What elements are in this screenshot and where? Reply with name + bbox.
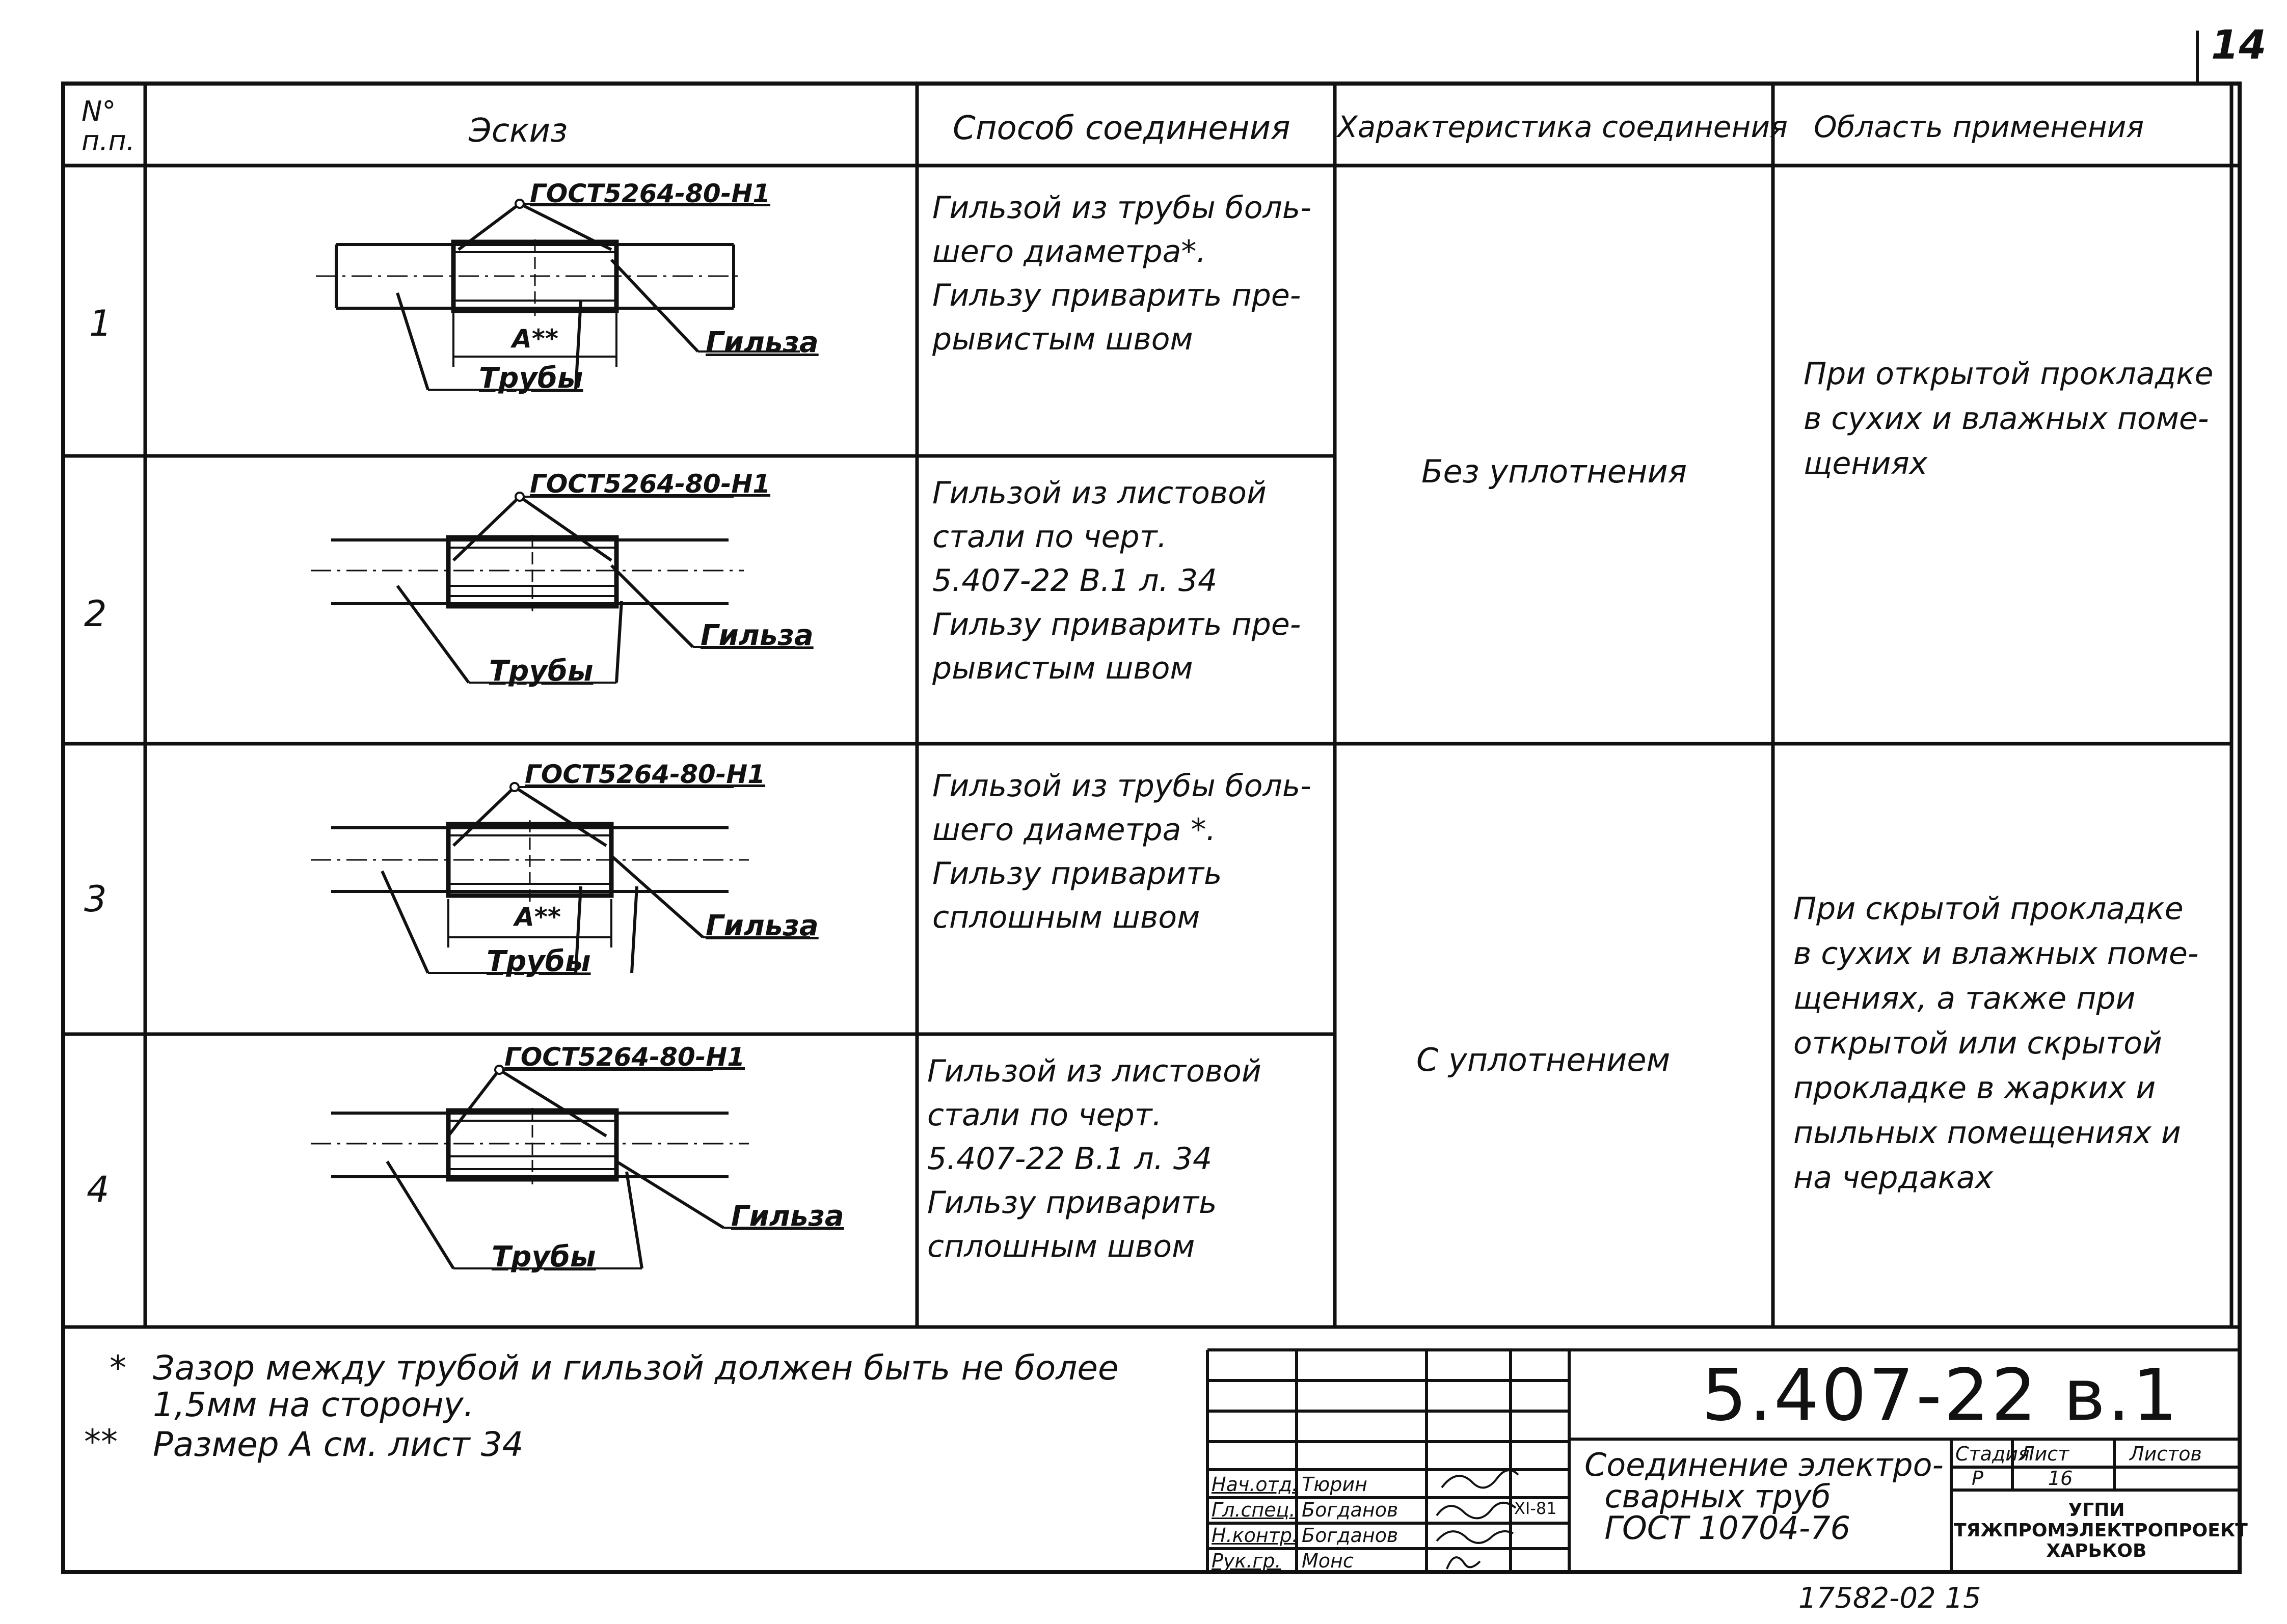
sleeve-label-4: Гильза (731, 1200, 844, 1233)
staff-name-1: Тюрин (1302, 1473, 1367, 1496)
footer-stamp: 17582-02 15 (1798, 1582, 1981, 1615)
header-method: Способ соединения (953, 110, 1290, 147)
method-text-2: Гильзой из листовой стали по черт. 5.407-22 В.1 л. 34 Гильзу приварить пре- рывистым швом (932, 475, 1301, 686)
application-group-1: При открытой прокладке в сухих и влажных поме- щениях (1804, 356, 2214, 481)
header-num: N° п.п. (82, 95, 135, 157)
row-number-2: 2 (84, 593, 107, 635)
note-2-text: Размер А см. лист 34 (153, 1425, 524, 1464)
header-characteristic: Характеристика соединения (1337, 110, 1788, 144)
header-application: Область применения (1814, 110, 2144, 144)
characteristic-group-1: Без уплотнения (1421, 453, 1687, 490)
gost-label-1: ГОСТ5264-80-Н1 (530, 179, 771, 208)
stage-label: Стадия (1955, 1443, 2030, 1465)
pipes-label-3: Трубы (487, 945, 591, 978)
pipes-label-4: Трубы (492, 1240, 596, 1274)
stage-value: Р (1972, 1467, 1983, 1490)
row-number-3: 3 (84, 878, 107, 920)
note-1-mark: * (110, 1348, 126, 1388)
row-number-4: 4 (87, 1169, 110, 1210)
pipes-label-1: Трубы (479, 362, 583, 395)
sheet-label: Лист (2020, 1443, 2069, 1465)
staff-role-1: Нач.отд. (1212, 1473, 1299, 1496)
document-title: Соединение электро- сварных труб ГОСТ 10704-76 (1584, 1446, 1944, 1547)
row-number-1: 1 (89, 303, 112, 344)
sleeve-label-1: Гильза (706, 326, 819, 359)
staff-name-3: Богданов (1302, 1524, 1398, 1547)
approval-date: XI-81 (1514, 1499, 1557, 1518)
sleeve-label-2: Гильза (701, 619, 814, 652)
method-text-4: Гильзой из листовой стали по черт. 5.407-22 В.1 л. 34 Гильзу приварить сплошным швом (927, 1053, 1261, 1264)
staff-name-4: Монс (1302, 1550, 1354, 1572)
gost-label-2: ГОСТ5264-80-Н1 (530, 469, 771, 499)
gost-label-4: ГОСТ5264-80-Н1 (504, 1042, 745, 1072)
note-2-mark: ** (84, 1422, 118, 1461)
method-text-1: Гильзой из трубы боль- шего диаметра*. Гильзу приварить пре- рывистым швом (932, 190, 1311, 357)
sheets-label: Листов (2130, 1443, 2202, 1465)
organization: УГПИ ТЯЖПРОМЭЛЕКТРОПРОЕКТ ХАРЬКОВ (1954, 1500, 2248, 1561)
page-number: 14 (2211, 22, 2267, 68)
staff-role-3: Н.контр. (1212, 1524, 1299, 1547)
staff-role-2: Гл.спец. (1212, 1499, 1296, 1521)
gost-label-3: ГОСТ5264-80-Н1 (525, 760, 766, 789)
characteristic-group-2: С уплотнением (1416, 1041, 1671, 1078)
staff-name-2: Богданов (1302, 1499, 1398, 1521)
header-sketch: Эскиз (469, 112, 568, 150)
document-code: 5.407-22 в.1 (1702, 1354, 2180, 1437)
dim-label-1: А** (512, 324, 558, 354)
dim-label-3: А** (515, 902, 561, 932)
staff-role-4: Рук.гр. (1212, 1550, 1281, 1572)
sleeve-label-3: Гильза (706, 909, 819, 942)
application-group-2: При скрытой прокладке в сухих и влажных поме- щениях, а также при открытой или скрытой прокладке в жарких и пыльных помещениях и на чердаках (1793, 891, 2199, 1196)
sheet-value: 16 (2048, 1467, 2073, 1490)
pipes-label-2: Трубы (489, 655, 594, 688)
method-text-3: Гильзой из трубы боль- шего диаметра *. Гильзу приварить сплошным швом (932, 768, 1311, 935)
note-1-text: Зазор между трубой и гильзой должен быть не более 1,5мм на сторону. (153, 1348, 1119, 1424)
